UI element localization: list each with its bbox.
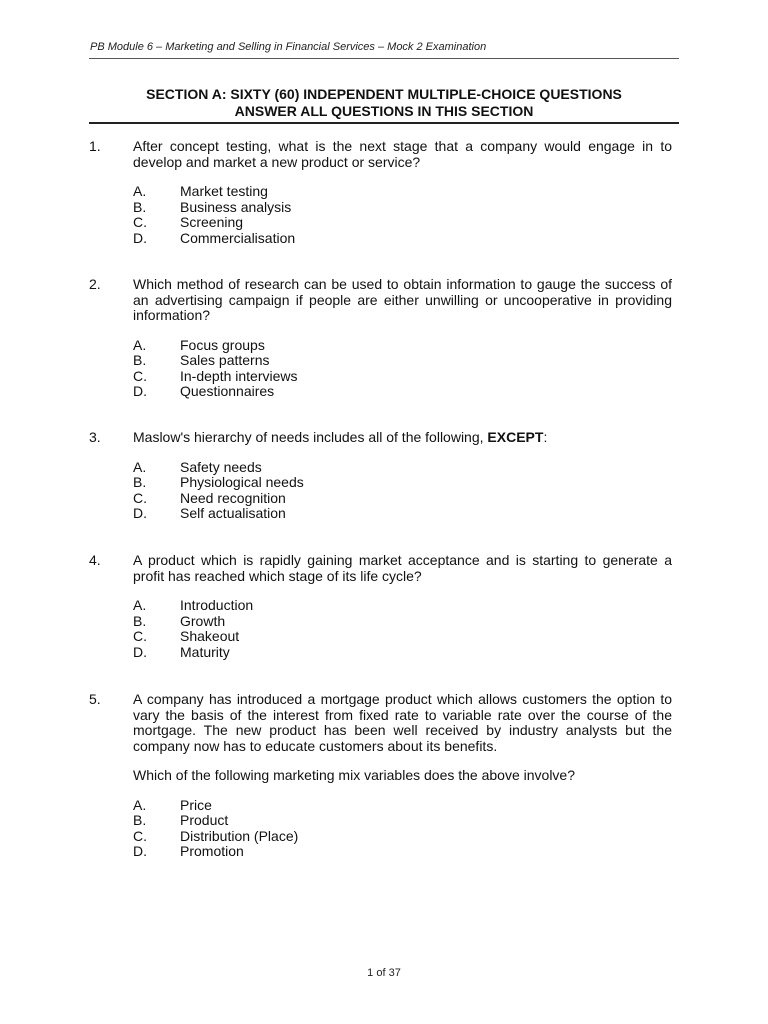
option-letter: D. <box>133 383 147 399</box>
option-text: Shakeout <box>180 628 240 644</box>
option-b <box>133 353 679 369</box>
option-text: Physiological needs <box>180 474 304 490</box>
option-text: Product <box>180 812 229 828</box>
options-list <box>133 598 679 660</box>
question-text-emphasis: EXCEPT <box>487 429 544 445</box>
option-letter: B. <box>133 612 147 629</box>
option-letter: A. <box>133 597 147 613</box>
option-b <box>133 813 679 829</box>
option-text: Self actualisation <box>180 505 286 521</box>
option-text: Promotion <box>180 843 244 859</box>
question-text <box>133 430 672 446</box>
question-number: 1. <box>89 138 101 154</box>
option-b <box>133 475 679 491</box>
option-c <box>133 491 679 507</box>
question-number: 2. <box>89 276 101 292</box>
option-text: Growth <box>180 612 226 629</box>
option-c <box>133 369 679 385</box>
option-text: Distribution (Place) <box>180 827 299 844</box>
option-text: Introduction <box>180 597 254 613</box>
question-text-suffix: : <box>543 429 548 445</box>
option-c <box>133 629 679 645</box>
question-5 <box>89 692 679 860</box>
option-text: Market testing <box>180 183 268 199</box>
option-text: Screening <box>180 214 244 230</box>
option-a <box>133 184 679 200</box>
option-c <box>133 829 679 845</box>
option-d <box>133 506 679 522</box>
option-letter: C. <box>133 628 147 644</box>
option-d <box>133 384 679 400</box>
option-text: Price <box>180 796 212 813</box>
option-a <box>133 598 679 614</box>
option-letter: A. <box>133 183 147 199</box>
question-subtext: Which of the following marketing mix variables does the above involve? <box>133 767 576 783</box>
option-text: Commercialisation <box>180 229 296 246</box>
option-letter: C. <box>133 489 147 506</box>
option-letter: B. <box>133 352 147 368</box>
option-letter: B. <box>133 474 147 490</box>
header-divider <box>89 58 679 59</box>
question-text: A product which is rapidly gaining market acceptance and is starting to generate a profit has reached which stage of its life cycle? <box>133 552 672 584</box>
option-d <box>133 231 679 247</box>
option-d <box>133 844 679 860</box>
options-list <box>133 184 679 246</box>
option-d <box>133 645 679 661</box>
option-text: Focus groups <box>180 336 265 353</box>
option-letter: C. <box>133 367 147 384</box>
option-text: Safety needs <box>180 458 262 475</box>
option-a <box>133 460 679 476</box>
option-letter: A. <box>133 336 147 353</box>
option-c <box>133 215 679 231</box>
question-text-prefix: Maslow's hierarchy of needs includes all of the following, <box>133 429 488 445</box>
option-letter: D. <box>133 843 147 859</box>
option-a <box>133 338 679 354</box>
question-3 <box>89 430 679 522</box>
question-number: 3. <box>89 429 101 445</box>
option-letter: D. <box>133 229 147 246</box>
options-list <box>133 798 679 860</box>
running-header: PB Module 6 – Marketing and Selling in Financial Services – Mock 2 Examination <box>90 41 487 53</box>
option-a <box>133 798 679 814</box>
option-b <box>133 200 679 216</box>
question-text: Which method of research can be used to obtain information to gauge the success of an advertising campaign if people are either unwilling or uncooperative in providing information? <box>133 276 672 323</box>
question-text: A company has introduced a mortgage product which allows customers the option to vary the basis of the interest from fixed rate to variable rate over the course of the mortgage. The new product has been well received by industry analysts but the company now has to educate customers about its benefits. <box>133 691 672 754</box>
option-letter: B. <box>133 198 147 215</box>
question-2 <box>89 277 679 400</box>
page-number: 1 of 37 <box>367 967 401 979</box>
section-title: SECTION A: SIXTY (60) INDEPENDENT MULTIPLE-CHOICE QUESTIONS <box>146 86 622 102</box>
option-letter: A. <box>133 796 147 813</box>
options-list <box>133 460 679 522</box>
option-letter: D. <box>133 643 147 660</box>
option-text: Maturity <box>180 643 230 660</box>
option-letter: A. <box>133 458 147 475</box>
option-text: Questionnaires <box>180 383 275 399</box>
option-letter: C. <box>133 214 147 230</box>
question-4 <box>89 553 679 660</box>
option-b <box>133 614 679 630</box>
options-list <box>133 338 679 400</box>
question-number: 5. <box>89 691 101 707</box>
option-text: Sales patterns <box>180 352 270 368</box>
option-text: In-depth interviews <box>180 367 298 384</box>
option-text: Need recognition <box>180 489 286 506</box>
option-letter: C. <box>133 827 147 844</box>
question-text: After concept testing, what is the next stage that a company would engage in to develop and market a new product or service? <box>133 138 672 170</box>
option-letter: B. <box>133 812 147 828</box>
question-number: 4. <box>89 552 101 568</box>
section-instruction: ANSWER ALL QUESTIONS IN THIS SECTION <box>234 103 534 119</box>
option-letter: D. <box>133 505 147 521</box>
question-1 <box>89 139 679 246</box>
option-text: Business analysis <box>180 198 292 215</box>
section-divider <box>89 122 679 124</box>
